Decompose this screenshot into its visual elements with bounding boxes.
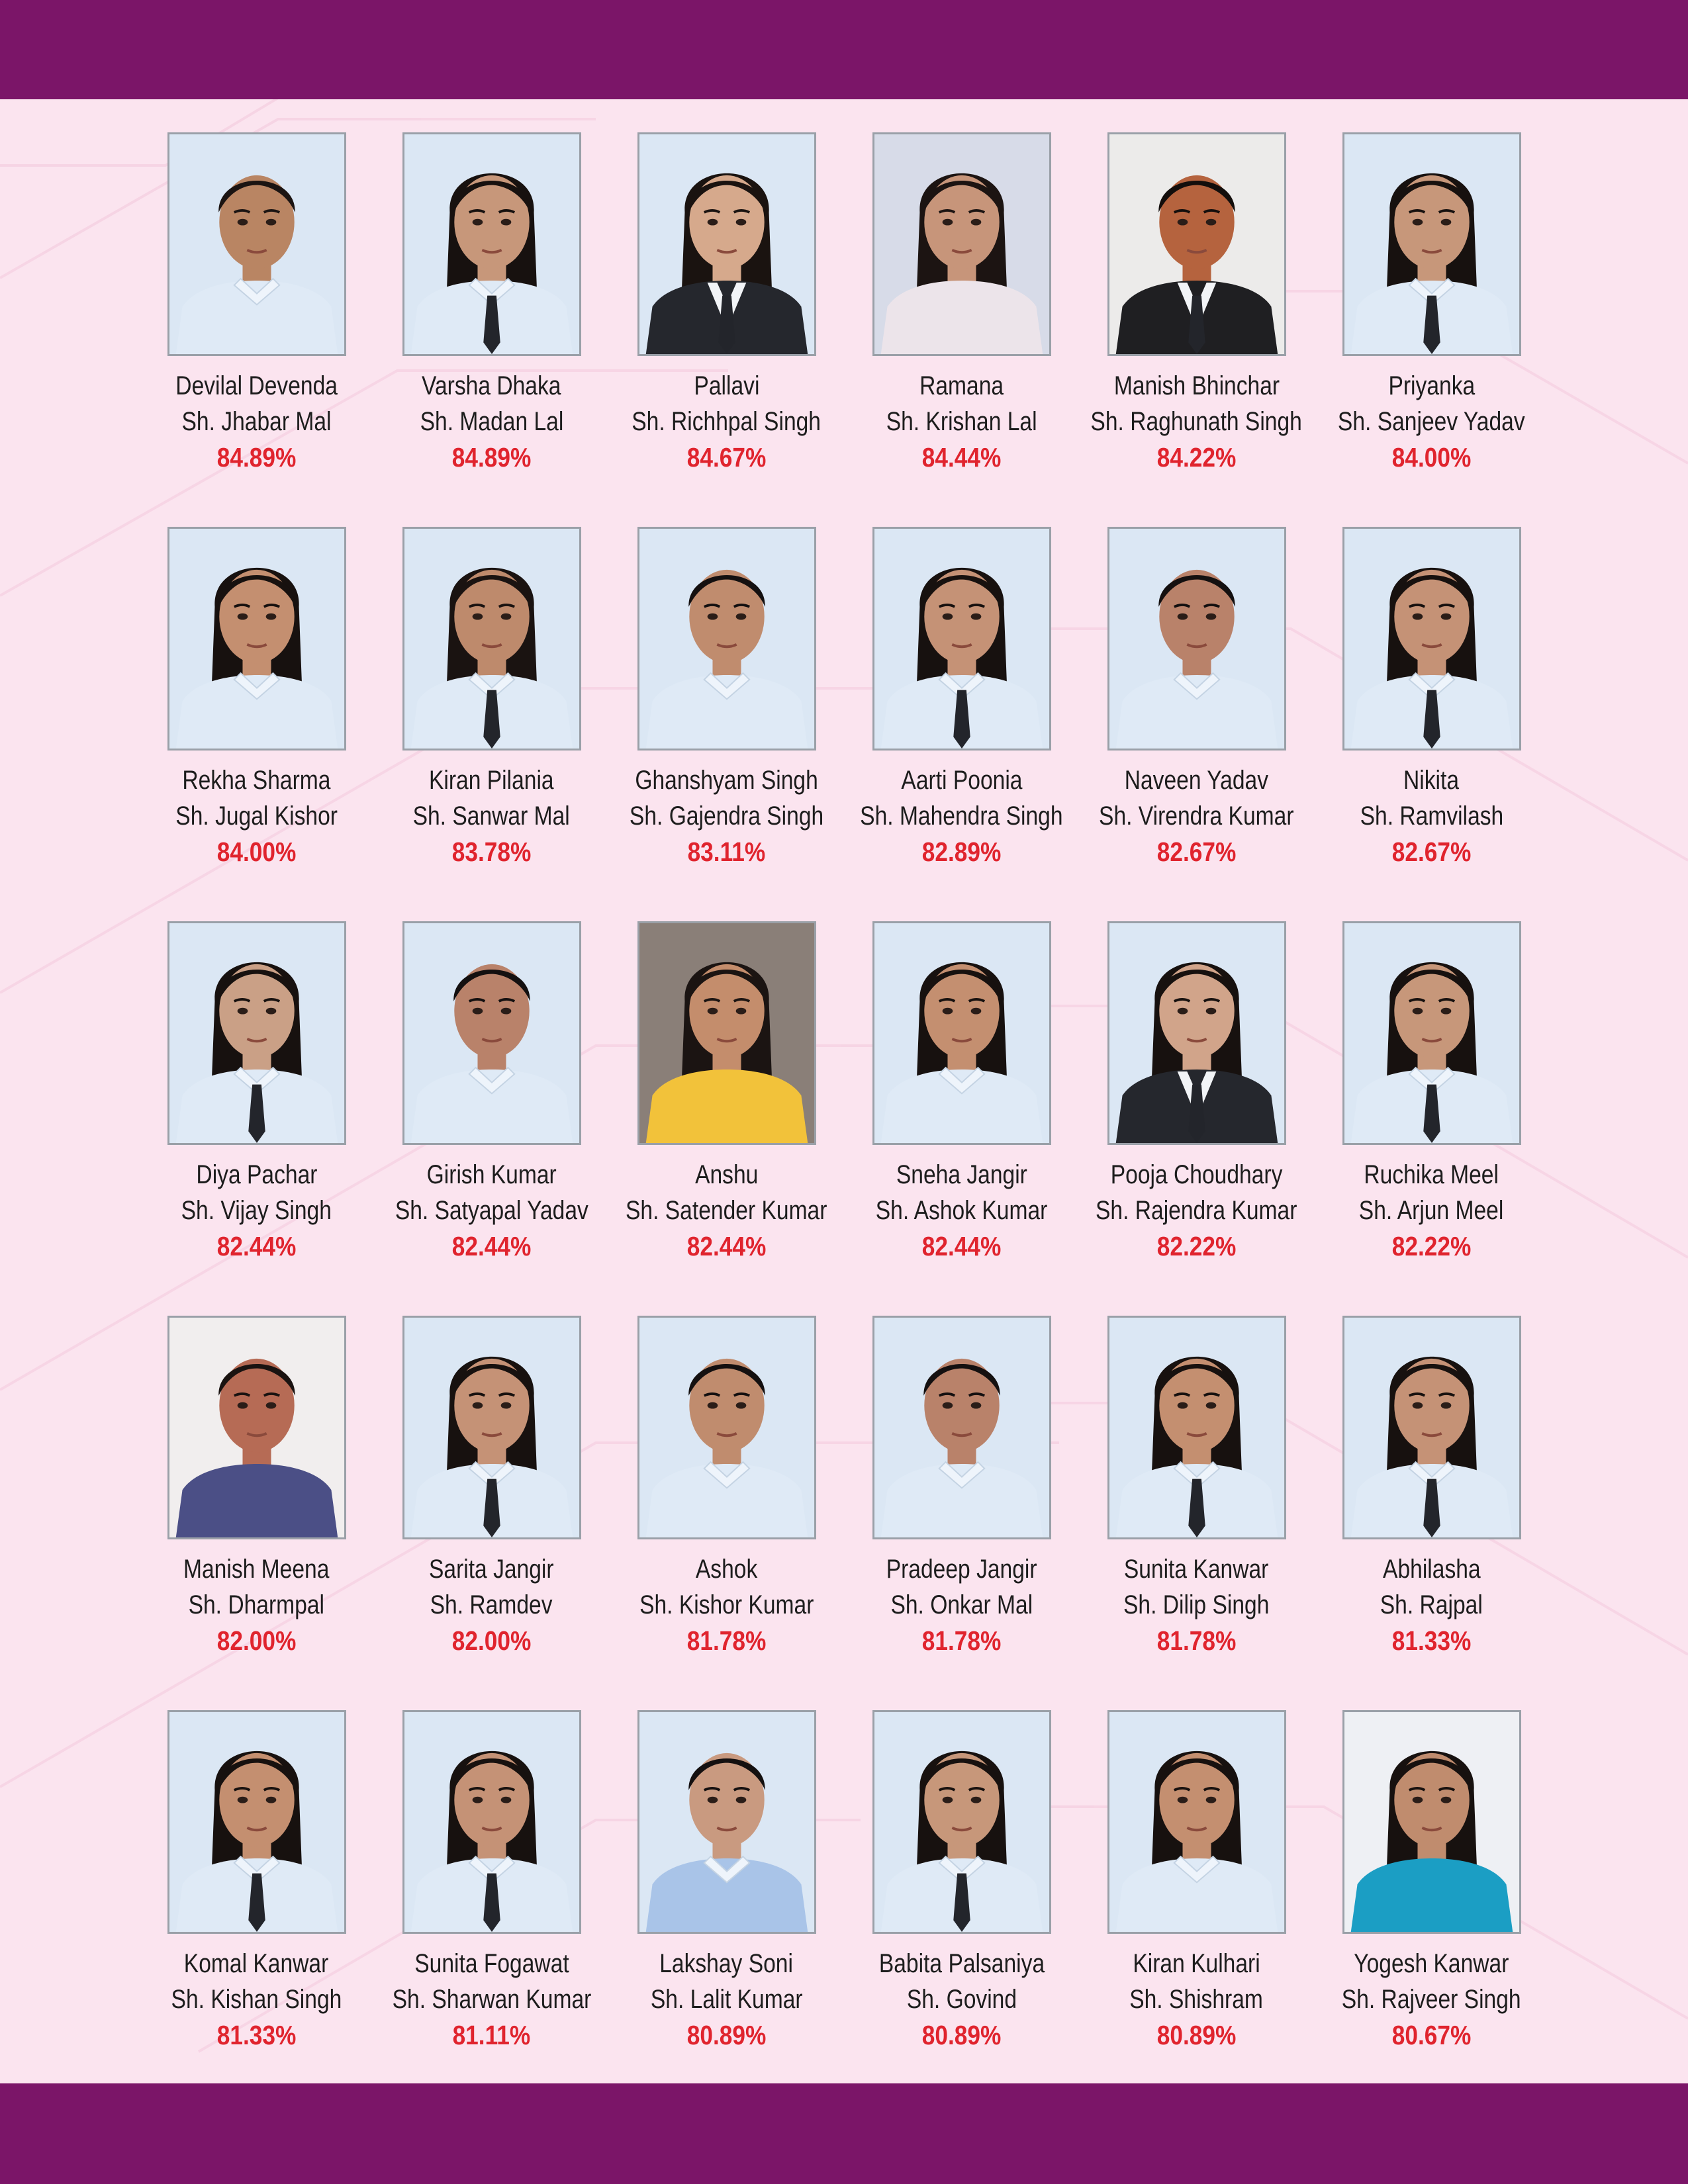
student-name: Devilal Devenda bbox=[175, 371, 338, 400]
student-card bbox=[374, 527, 609, 921]
student-name: Komal Kanwar bbox=[184, 1949, 329, 1978]
student-card bbox=[374, 1710, 609, 2105]
student-name: Nikita bbox=[1403, 766, 1460, 795]
student-name: Kiran Pilania bbox=[429, 766, 554, 795]
student-score: 82.44% bbox=[686, 1231, 767, 1261]
student-parent-name: Sh. Satyapal Yadav bbox=[395, 1196, 588, 1225]
portrait-illustration bbox=[404, 529, 579, 749]
portrait-illustration bbox=[169, 1318, 344, 1537]
student-card bbox=[1079, 527, 1314, 921]
student-card bbox=[139, 527, 374, 921]
student-score: 82.44% bbox=[921, 1231, 1002, 1261]
portrait-illustration bbox=[404, 1318, 579, 1537]
student-parent-name: Sh. Ramdev bbox=[430, 1590, 553, 1619]
portrait-illustration bbox=[169, 923, 344, 1143]
student-photo bbox=[1107, 1710, 1286, 1934]
student-photo bbox=[402, 1710, 581, 1934]
student-card bbox=[1079, 921, 1314, 1316]
student-photo bbox=[1342, 132, 1521, 356]
student-card bbox=[609, 1316, 844, 1710]
student-photo bbox=[1342, 1316, 1521, 1539]
student-name: Sarita Jangir bbox=[429, 1555, 554, 1584]
portrait-illustration bbox=[1109, 134, 1284, 354]
student-card bbox=[1079, 1316, 1314, 1710]
student-photo bbox=[637, 1710, 816, 1934]
student-card bbox=[1314, 921, 1549, 1316]
portrait-illustration bbox=[1344, 134, 1519, 354]
portrait-illustration bbox=[639, 1712, 814, 1932]
student-photo bbox=[872, 132, 1051, 356]
student-photo bbox=[1107, 527, 1286, 751]
portrait-illustration bbox=[404, 1712, 579, 1932]
student-photo bbox=[637, 132, 816, 356]
student-photo bbox=[1342, 1710, 1521, 1934]
student-name: Abhilasha bbox=[1382, 1555, 1481, 1584]
student-name: Varsha Dhaka bbox=[422, 371, 561, 400]
student-score: 82.22% bbox=[1156, 1231, 1237, 1261]
student-photo bbox=[167, 527, 346, 751]
student-score: 82.67% bbox=[1391, 837, 1472, 867]
student-name: Naveen Yadav bbox=[1124, 766, 1269, 795]
student-name: Ashok bbox=[695, 1555, 758, 1584]
student-card bbox=[609, 1710, 844, 2105]
student-score: 82.00% bbox=[216, 1625, 297, 1656]
student-score: 80.89% bbox=[1156, 2020, 1237, 2050]
student-parent-name: Sh. Vijay Singh bbox=[181, 1196, 332, 1225]
student-photo bbox=[637, 1316, 816, 1539]
student-name: Lakshay Soni bbox=[659, 1949, 794, 1978]
student-score: 81.33% bbox=[216, 2020, 297, 2050]
student-name: Manish Meena bbox=[183, 1555, 330, 1584]
student-card bbox=[609, 527, 844, 921]
student-parent-name: Sh. Sharwan Kumar bbox=[392, 1985, 591, 2014]
student-score: 80.67% bbox=[1391, 2020, 1472, 2050]
student-name: Ghanshyam Singh bbox=[635, 766, 818, 795]
student-photo bbox=[402, 921, 581, 1145]
student-score: 81.78% bbox=[686, 1625, 767, 1656]
student-photo bbox=[167, 132, 346, 356]
portrait-illustration bbox=[169, 529, 344, 749]
student-parent-name: Sh. Satender Kumar bbox=[626, 1196, 827, 1225]
student-card bbox=[609, 132, 844, 527]
portrait-illustration bbox=[169, 134, 344, 354]
student-parent-name: Sh. Krishan Lal bbox=[886, 407, 1037, 436]
student-parent-name: Sh. Gajendra Singh bbox=[629, 801, 824, 831]
student-parent-name: Sh. Jhabar Mal bbox=[181, 407, 332, 436]
student-card bbox=[139, 1710, 374, 2105]
student-card bbox=[609, 921, 844, 1316]
student-parent-name: Sh. Rajveer Singh bbox=[1342, 1985, 1521, 2014]
portrait-illustration bbox=[404, 134, 579, 354]
student-name: Sneha Jangir bbox=[896, 1160, 1027, 1189]
student-name: Kiran Kulhari bbox=[1133, 1949, 1260, 1978]
student-photo bbox=[872, 1710, 1051, 1934]
student-name: Ruchika Meel bbox=[1364, 1160, 1499, 1189]
student-score: 84.44% bbox=[921, 442, 1002, 473]
student-parent-name: Sh. Dharmpal bbox=[188, 1590, 325, 1619]
student-card bbox=[139, 132, 374, 527]
student-name: Pallavi bbox=[694, 371, 759, 400]
student-parent-name: Sh. Ramvilash bbox=[1360, 801, 1503, 831]
student-score: 82.22% bbox=[1391, 1231, 1472, 1261]
student-score: 82.44% bbox=[451, 1231, 532, 1261]
student-score: 84.00% bbox=[216, 837, 297, 867]
student-parent-name: Sh. Virendra Kumar bbox=[1099, 801, 1294, 831]
student-parent-name: Sh. Lalit Kumar bbox=[650, 1985, 803, 2014]
student-photo bbox=[872, 1316, 1051, 1539]
student-score: 84.22% bbox=[1156, 442, 1237, 473]
student-parent-name: Sh. Jugal Kishor bbox=[175, 801, 338, 831]
student-score: 83.78% bbox=[451, 837, 532, 867]
student-photo bbox=[402, 132, 581, 356]
portrait-illustration bbox=[874, 529, 1049, 749]
student-photo bbox=[872, 921, 1051, 1145]
student-name: Sunita Kanwar bbox=[1124, 1555, 1269, 1584]
student-parent-name: Sh. Rajpal bbox=[1380, 1590, 1483, 1619]
student-photo bbox=[637, 921, 816, 1145]
student-card bbox=[374, 1316, 609, 1710]
student-score: 82.00% bbox=[451, 1625, 532, 1656]
student-score: 84.89% bbox=[451, 442, 532, 473]
student-name: Priyanka bbox=[1388, 371, 1475, 400]
student-parent-name: Sh. Ashok Kumar bbox=[875, 1196, 1048, 1225]
student-score: 84.89% bbox=[216, 442, 297, 473]
student-parent-name: Sh. Onkar Mal bbox=[890, 1590, 1033, 1619]
student-parent-name: Sh. Shishram bbox=[1129, 1985, 1264, 2014]
student-name: Aarti Poonia bbox=[900, 766, 1023, 795]
student-card bbox=[844, 921, 1079, 1316]
student-card bbox=[1314, 1710, 1549, 2105]
student-card bbox=[844, 132, 1079, 527]
portrait-illustration bbox=[1344, 1712, 1519, 1932]
student-card bbox=[1314, 527, 1549, 921]
student-score: 81.11% bbox=[452, 2020, 531, 2050]
student-name: Diya Pachar bbox=[195, 1160, 318, 1189]
portrait-illustration bbox=[169, 1712, 344, 1932]
portrait-illustration bbox=[874, 134, 1049, 354]
student-parent-name: Sh. Govind bbox=[906, 1985, 1017, 2014]
student-score: 84.67% bbox=[686, 442, 767, 473]
student-name: Yogesh Kanwar bbox=[1354, 1949, 1509, 1978]
student-card bbox=[844, 1710, 1079, 2105]
student-score: 81.78% bbox=[1156, 1625, 1237, 1656]
portrait-illustration bbox=[1344, 529, 1519, 749]
student-photo bbox=[167, 1316, 346, 1539]
student-card bbox=[1314, 132, 1549, 527]
student-name: Sunita Fogawat bbox=[414, 1949, 569, 1978]
student-score: 82.44% bbox=[216, 1231, 297, 1261]
student-parent-name: Sh. Arjun Meel bbox=[1359, 1196, 1504, 1225]
student-photo bbox=[167, 1710, 346, 1934]
student-name: Pooja Choudhary bbox=[1110, 1160, 1283, 1189]
portrait-illustration bbox=[874, 1712, 1049, 1932]
student-score: 80.89% bbox=[686, 2020, 767, 2050]
student-name: Pradeep Jangir bbox=[886, 1555, 1037, 1584]
portrait-illustration bbox=[639, 923, 814, 1143]
student-name: Girish Kumar bbox=[426, 1160, 557, 1189]
student-card bbox=[139, 921, 374, 1316]
portrait-illustration bbox=[1109, 1318, 1284, 1537]
students-grid bbox=[139, 132, 1549, 2105]
portrait-illustration bbox=[1344, 1318, 1519, 1537]
student-parent-name: Sh. Dilip Singh bbox=[1123, 1590, 1270, 1619]
student-card bbox=[374, 921, 609, 1316]
student-card bbox=[844, 527, 1079, 921]
student-photo bbox=[1107, 921, 1286, 1145]
portrait-illustration bbox=[639, 134, 814, 354]
student-card bbox=[1079, 132, 1314, 527]
top-color-band bbox=[0, 0, 1688, 99]
student-card bbox=[139, 1316, 374, 1710]
portrait-illustration bbox=[1344, 923, 1519, 1143]
student-photo bbox=[402, 527, 581, 751]
student-parent-name: Sh. Madan Lal bbox=[420, 407, 563, 436]
student-photo bbox=[1107, 132, 1286, 356]
portrait-illustration bbox=[639, 1318, 814, 1537]
student-card bbox=[374, 132, 609, 527]
student-card bbox=[844, 1316, 1079, 1710]
student-name: Anshu bbox=[694, 1160, 759, 1189]
portrait-illustration bbox=[639, 529, 814, 749]
portrait-illustration bbox=[1109, 1712, 1284, 1932]
student-score: 81.78% bbox=[921, 1625, 1002, 1656]
student-name: Ramana bbox=[919, 371, 1004, 400]
student-score: 82.67% bbox=[1156, 837, 1237, 867]
student-parent-name: Sh. Sanwar Mal bbox=[412, 801, 571, 831]
student-parent-name: Sh. Raghunath Singh bbox=[1090, 407, 1303, 436]
student-parent-name: Sh. Sanjeev Yadav bbox=[1338, 407, 1525, 436]
student-score: 81.33% bbox=[1391, 1625, 1472, 1656]
student-parent-name: Sh. Richhpal Singh bbox=[632, 407, 821, 436]
student-photo bbox=[167, 921, 346, 1145]
student-parent-name: Sh. Rajendra Kumar bbox=[1096, 1196, 1297, 1225]
student-photo bbox=[1342, 921, 1521, 1145]
student-score: 80.89% bbox=[921, 2020, 1002, 2050]
student-photo bbox=[1107, 1316, 1286, 1539]
portrait-illustration bbox=[404, 923, 579, 1143]
portrait-illustration bbox=[874, 923, 1049, 1143]
student-name: Babita Palsaniya bbox=[878, 1949, 1045, 1978]
student-parent-name: Sh. Kishan Singh bbox=[171, 1985, 342, 2014]
student-parent-name: Sh. Mahendra Singh bbox=[860, 801, 1063, 831]
portrait-illustration bbox=[874, 1318, 1049, 1537]
student-card bbox=[1079, 1710, 1314, 2105]
student-score: 84.00% bbox=[1391, 442, 1472, 473]
student-photo bbox=[637, 527, 816, 751]
student-parent-name: Sh. Kishor Kumar bbox=[639, 1590, 814, 1619]
student-score: 82.89% bbox=[921, 837, 1002, 867]
student-name: Rekha Sharma bbox=[182, 766, 331, 795]
portrait-illustration bbox=[1109, 529, 1284, 749]
student-score: 83.11% bbox=[687, 837, 766, 867]
student-photo bbox=[872, 527, 1051, 751]
student-card bbox=[1314, 1316, 1549, 1710]
portrait-illustration bbox=[1109, 923, 1284, 1143]
student-photo bbox=[1342, 527, 1521, 751]
student-photo bbox=[402, 1316, 581, 1539]
student-name: Manish Bhinchar bbox=[1113, 371, 1280, 400]
